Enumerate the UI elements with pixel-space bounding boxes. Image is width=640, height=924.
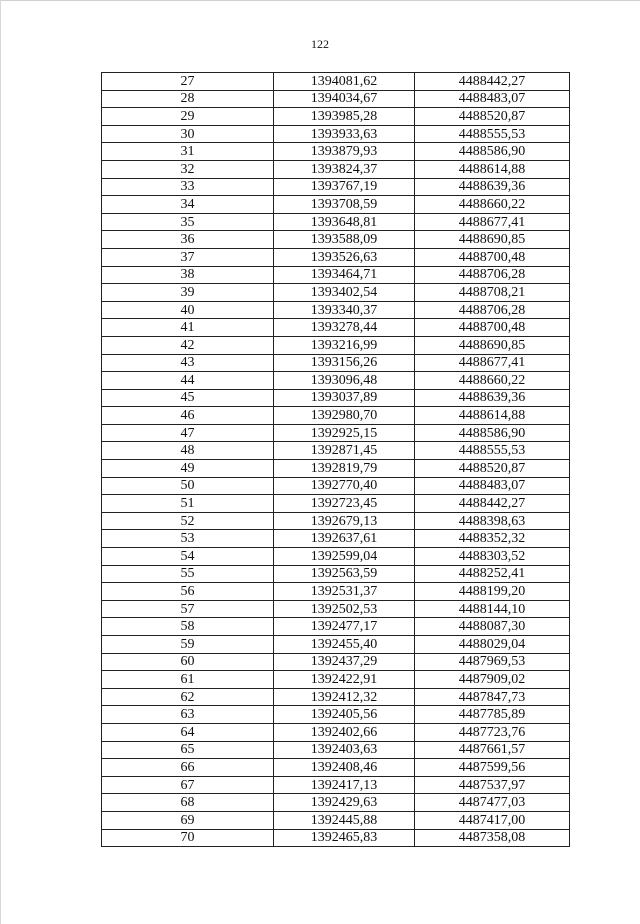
x-coordinate-cell: 1393985,28 — [274, 108, 415, 126]
point-number-cell: 42 — [102, 336, 274, 354]
point-number-cell: 63 — [102, 706, 274, 724]
point-number-cell: 65 — [102, 741, 274, 759]
point-number-cell: 49 — [102, 460, 274, 478]
y-coordinate-cell: 4487661,57 — [415, 741, 570, 759]
x-coordinate-cell: 1392819,79 — [274, 460, 415, 478]
point-number-cell: 60 — [102, 653, 274, 671]
table-row — [102, 143, 570, 161]
table-row — [102, 530, 570, 548]
table-row — [102, 372, 570, 390]
point-number-cell: 46 — [102, 407, 274, 425]
x-coordinate-cell: 1393648,81 — [274, 213, 415, 231]
table-row — [102, 829, 570, 847]
y-coordinate-cell: 4488555,53 — [415, 125, 570, 143]
x-coordinate-cell: 1393037,89 — [274, 389, 415, 407]
table-row — [102, 213, 570, 231]
x-coordinate-cell: 1393278,44 — [274, 319, 415, 337]
y-coordinate-cell: 4488586,90 — [415, 143, 570, 161]
y-coordinate-cell: 4487417,00 — [415, 811, 570, 829]
table-row — [102, 266, 570, 284]
table-row — [102, 407, 570, 425]
point-number-cell: 68 — [102, 794, 274, 812]
table-row — [102, 284, 570, 302]
point-number-cell: 29 — [102, 108, 274, 126]
x-coordinate-cell: 1393767,19 — [274, 178, 415, 196]
table-row — [102, 301, 570, 319]
x-coordinate-cell: 1392437,29 — [274, 653, 415, 671]
point-number-cell: 54 — [102, 548, 274, 566]
x-coordinate-cell: 1392679,13 — [274, 512, 415, 530]
point-number-cell: 50 — [102, 477, 274, 495]
table-row — [102, 125, 570, 143]
table-row — [102, 723, 570, 741]
x-coordinate-cell: 1394081,62 — [274, 73, 415, 91]
point-number-cell: 47 — [102, 424, 274, 442]
table-row — [102, 688, 570, 706]
x-coordinate-cell: 1392925,15 — [274, 424, 415, 442]
y-coordinate-cell: 4488677,41 — [415, 354, 570, 372]
point-number-cell: 34 — [102, 196, 274, 214]
y-coordinate-cell: 4488352,32 — [415, 530, 570, 548]
point-number-cell: 38 — [102, 266, 274, 284]
table-row — [102, 196, 570, 214]
x-coordinate-cell: 1393340,37 — [274, 301, 415, 319]
table-row — [102, 495, 570, 513]
table-row — [102, 354, 570, 372]
coordinates-table — [101, 72, 570, 847]
table-row — [102, 477, 570, 495]
point-number-cell: 59 — [102, 636, 274, 654]
x-coordinate-cell: 1393402,54 — [274, 284, 415, 302]
table-row — [102, 160, 570, 178]
point-number-cell: 33 — [102, 178, 274, 196]
y-coordinate-cell: 4488660,22 — [415, 372, 570, 390]
point-number-cell: 45 — [102, 389, 274, 407]
y-coordinate-cell: 4488690,85 — [415, 231, 570, 249]
y-coordinate-cell: 4487969,53 — [415, 653, 570, 671]
x-coordinate-cell: 1392402,66 — [274, 723, 415, 741]
table-row — [102, 178, 570, 196]
x-coordinate-cell: 1392723,45 — [274, 495, 415, 513]
table-row — [102, 231, 570, 249]
table-row — [102, 460, 570, 478]
point-number-cell: 48 — [102, 442, 274, 460]
table-row — [102, 706, 570, 724]
y-coordinate-cell: 4488087,30 — [415, 618, 570, 636]
point-number-cell: 37 — [102, 248, 274, 266]
y-coordinate-cell: 4487477,03 — [415, 794, 570, 812]
y-coordinate-cell: 4488706,28 — [415, 301, 570, 319]
y-coordinate-cell: 4487358,08 — [415, 829, 570, 847]
y-coordinate-cell: 4488199,20 — [415, 583, 570, 601]
page-edge-top — [0, 0, 640, 1]
y-coordinate-cell: 4488029,04 — [415, 636, 570, 654]
point-number-cell: 67 — [102, 776, 274, 794]
page-edge-left — [0, 0, 1, 924]
x-coordinate-cell: 1393708,59 — [274, 196, 415, 214]
y-coordinate-cell: 4488520,87 — [415, 460, 570, 478]
table-row — [102, 108, 570, 126]
y-coordinate-cell: 4488144,10 — [415, 600, 570, 618]
x-coordinate-cell: 1393824,37 — [274, 160, 415, 178]
x-coordinate-cell: 1392455,40 — [274, 636, 415, 654]
table-row — [102, 653, 570, 671]
x-coordinate-cell: 1392408,46 — [274, 759, 415, 777]
x-coordinate-cell: 1392770,40 — [274, 477, 415, 495]
table-row — [102, 776, 570, 794]
x-coordinate-cell: 1393879,93 — [274, 143, 415, 161]
point-number-cell: 62 — [102, 688, 274, 706]
y-coordinate-cell: 4488700,48 — [415, 248, 570, 266]
x-coordinate-cell: 1392502,53 — [274, 600, 415, 618]
x-coordinate-cell: 1393588,09 — [274, 231, 415, 249]
point-number-cell: 57 — [102, 600, 274, 618]
y-coordinate-cell: 4488706,28 — [415, 266, 570, 284]
x-coordinate-cell: 1392405,56 — [274, 706, 415, 724]
x-coordinate-cell: 1393526,63 — [274, 248, 415, 266]
point-number-cell: 55 — [102, 565, 274, 583]
point-number-cell: 27 — [102, 73, 274, 91]
x-coordinate-cell: 1392637,61 — [274, 530, 415, 548]
y-coordinate-cell: 4487537,97 — [415, 776, 570, 794]
point-number-cell: 51 — [102, 495, 274, 513]
y-coordinate-cell: 4488708,21 — [415, 284, 570, 302]
table-row — [102, 671, 570, 689]
coordinates-table-body — [102, 73, 570, 847]
y-coordinate-cell: 4488303,52 — [415, 548, 570, 566]
point-number-cell: 53 — [102, 530, 274, 548]
y-coordinate-cell: 4488614,88 — [415, 407, 570, 425]
point-number-cell: 41 — [102, 319, 274, 337]
x-coordinate-cell: 1392417,13 — [274, 776, 415, 794]
point-number-cell: 32 — [102, 160, 274, 178]
x-coordinate-cell: 1392980,70 — [274, 407, 415, 425]
x-coordinate-cell: 1392422,91 — [274, 671, 415, 689]
point-number-cell: 70 — [102, 829, 274, 847]
table-row — [102, 248, 570, 266]
table-row — [102, 759, 570, 777]
table-row — [102, 90, 570, 108]
point-number-cell: 61 — [102, 671, 274, 689]
table-row — [102, 319, 570, 337]
y-coordinate-cell: 4488614,88 — [415, 160, 570, 178]
y-coordinate-cell: 4488483,07 — [415, 90, 570, 108]
point-number-cell: 36 — [102, 231, 274, 249]
y-coordinate-cell: 4488690,85 — [415, 336, 570, 354]
point-number-cell: 31 — [102, 143, 274, 161]
y-coordinate-cell: 4487785,89 — [415, 706, 570, 724]
y-coordinate-cell: 4487909,02 — [415, 671, 570, 689]
y-coordinate-cell: 4488520,87 — [415, 108, 570, 126]
x-coordinate-cell: 1392871,45 — [274, 442, 415, 460]
point-number-cell: 58 — [102, 618, 274, 636]
y-coordinate-cell: 4487847,73 — [415, 688, 570, 706]
point-number-cell: 66 — [102, 759, 274, 777]
point-number-cell: 56 — [102, 583, 274, 601]
y-coordinate-cell: 4488639,36 — [415, 178, 570, 196]
x-coordinate-cell: 1392563,59 — [274, 565, 415, 583]
point-number-cell: 30 — [102, 125, 274, 143]
table-row — [102, 424, 570, 442]
y-coordinate-cell: 4488639,36 — [415, 389, 570, 407]
y-coordinate-cell: 4488442,27 — [415, 73, 570, 91]
table-row — [102, 811, 570, 829]
y-coordinate-cell: 4488483,07 — [415, 477, 570, 495]
y-coordinate-cell: 4487723,76 — [415, 723, 570, 741]
x-coordinate-cell: 1393464,71 — [274, 266, 415, 284]
point-number-cell: 64 — [102, 723, 274, 741]
table-row — [102, 565, 570, 583]
table-row — [102, 336, 570, 354]
point-number-cell: 39 — [102, 284, 274, 302]
table-row — [102, 512, 570, 530]
y-coordinate-cell: 4488555,53 — [415, 442, 570, 460]
page-number: 122 — [311, 37, 329, 51]
x-coordinate-cell: 1392465,83 — [274, 829, 415, 847]
x-coordinate-cell: 1394034,67 — [274, 90, 415, 108]
x-coordinate-cell: 1392429,63 — [274, 794, 415, 812]
x-coordinate-cell: 1392403,63 — [274, 741, 415, 759]
y-coordinate-cell: 4488586,90 — [415, 424, 570, 442]
table-row — [102, 442, 570, 460]
point-number-cell: 44 — [102, 372, 274, 390]
y-coordinate-cell: 4488252,41 — [415, 565, 570, 583]
x-coordinate-cell: 1392477,17 — [274, 618, 415, 636]
x-coordinate-cell: 1392445,88 — [274, 811, 415, 829]
table-row — [102, 794, 570, 812]
point-number-cell: 69 — [102, 811, 274, 829]
table-row — [102, 636, 570, 654]
x-coordinate-cell: 1392599,04 — [274, 548, 415, 566]
x-coordinate-cell: 1393096,48 — [274, 372, 415, 390]
table-row — [102, 600, 570, 618]
table-row — [102, 73, 570, 91]
y-coordinate-cell: 4488660,22 — [415, 196, 570, 214]
table-row — [102, 389, 570, 407]
table-row — [102, 583, 570, 601]
x-coordinate-cell: 1393933,63 — [274, 125, 415, 143]
point-number-cell: 43 — [102, 354, 274, 372]
y-coordinate-cell: 4488442,27 — [415, 495, 570, 513]
y-coordinate-cell: 4488398,63 — [415, 512, 570, 530]
y-coordinate-cell: 4487599,56 — [415, 759, 570, 777]
table-row — [102, 741, 570, 759]
table-row — [102, 618, 570, 636]
x-coordinate-cell: 1392412,32 — [274, 688, 415, 706]
x-coordinate-cell: 1392531,37 — [274, 583, 415, 601]
point-number-cell: 52 — [102, 512, 274, 530]
y-coordinate-cell: 4488700,48 — [415, 319, 570, 337]
table-row — [102, 548, 570, 566]
x-coordinate-cell: 1393216,99 — [274, 336, 415, 354]
point-number-cell: 28 — [102, 90, 274, 108]
y-coordinate-cell: 4488677,41 — [415, 213, 570, 231]
point-number-cell: 35 — [102, 213, 274, 231]
point-number-cell: 40 — [102, 301, 274, 319]
x-coordinate-cell: 1393156,26 — [274, 354, 415, 372]
